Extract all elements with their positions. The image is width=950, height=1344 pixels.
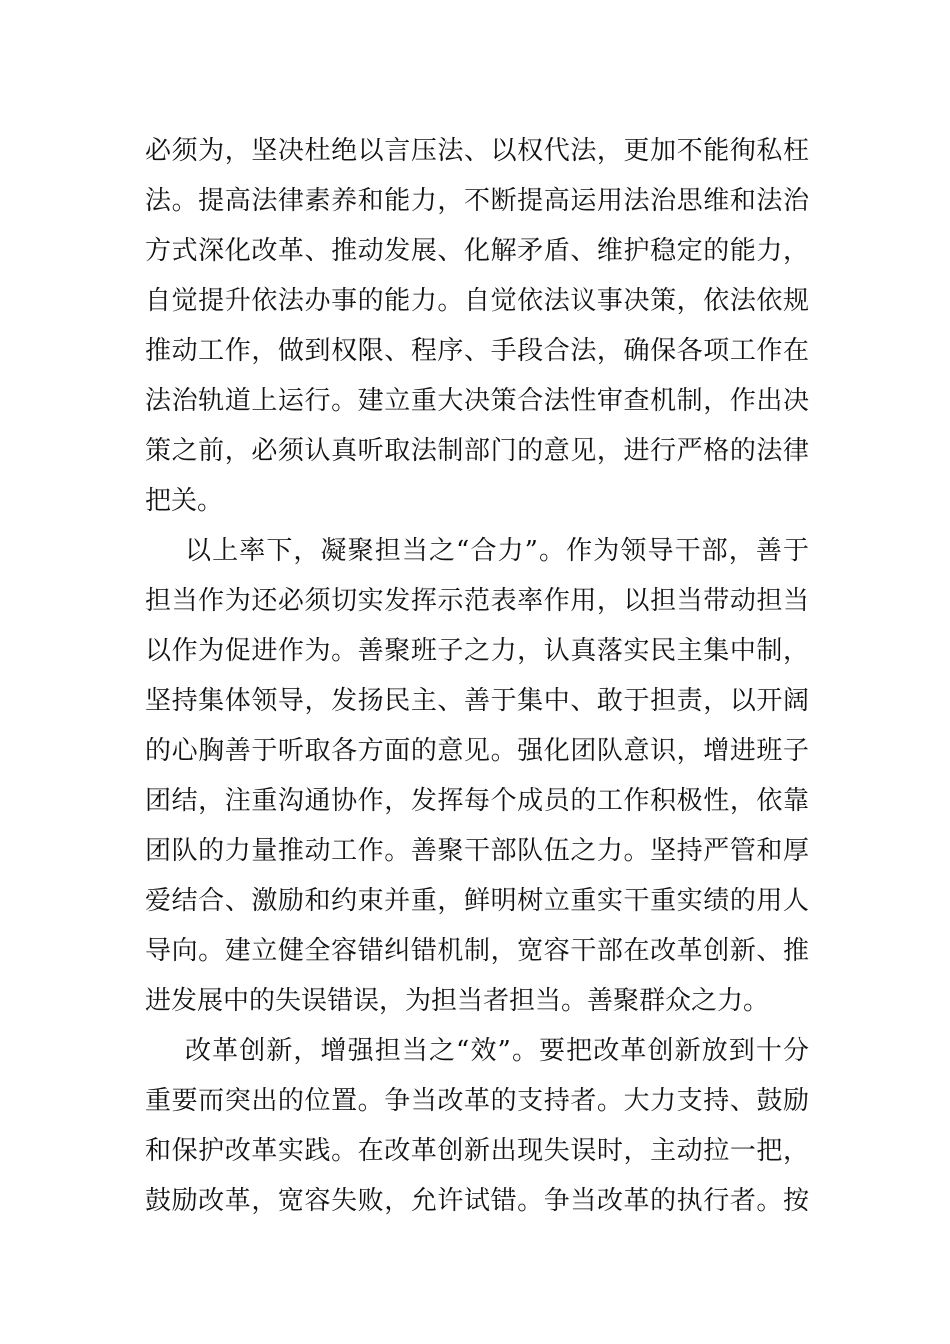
- paragraph-3: [145, 1026, 809, 1226]
- document-body: [145, 126, 809, 1226]
- text-line: 导向。建立健全容错纠错机制，宽容干部在改革创新、推: [145, 936, 809, 966]
- text-line: 和保护改革实践。在改革创新出现失误时，主动拉一把，: [145, 1136, 809, 1166]
- text-line: 团队的力量推动工作。善聚干部队伍之力。坚持严管和厚: [145, 836, 809, 866]
- text-line: 以上率下，凝聚担当之“合力”。作为领导干部，善于: [185, 536, 809, 566]
- text-line: 的心胸善于听取各方面的意见。强化团队意识，增进班子: [145, 736, 809, 766]
- text-line: 自觉提升依法办事的能力。自觉依法议事决策，依法依规: [145, 286, 809, 316]
- paragraph-2: [145, 526, 809, 1026]
- text-line: 方式深化改革、推动发展、化解矛盾、维护稳定的能力，: [145, 236, 809, 266]
- paragraph-1: [145, 126, 809, 526]
- text-line: 担当作为还必须切实发挥示范表率作用，以担当带动担当: [145, 586, 809, 616]
- text-line: 团结，注重沟通协作，发挥每个成员的工作积极性，依靠: [145, 786, 809, 816]
- text-line: 推动工作，做到权限、程序、手段合法，确保各项工作在: [145, 336, 809, 366]
- text-line: 坚持集体领导，发扬民主、善于集中、敢于担责，以开阔: [145, 686, 809, 716]
- text-line: 进发展中的失误错误，为担当者担当。善聚群众之力。: [145, 986, 770, 1016]
- text-line: 改革创新，增强担当之“效”。要把改革创新放到十分: [185, 1036, 809, 1066]
- text-line: 把关。: [145, 486, 224, 516]
- text-line: 以作为促进作为。善聚班子之力，认真落实民主集中制，: [145, 636, 809, 666]
- text-line: 鼓励改革，宽容失败，允许试错。争当改革的执行者。按: [145, 1186, 809, 1216]
- text-line: 策之前，必须认真听取法制部门的意见，进行严格的法律: [145, 436, 809, 466]
- text-line: 法治轨道上运行。建立重大决策合法性审查机制，作出决: [145, 386, 809, 416]
- text-line: 重要而突出的位置。争当改革的支持者。大力支持、鼓励: [145, 1086, 809, 1116]
- text-line: 必须为，坚决杜绝以言压法、以权代法，更加不能徇私枉: [145, 136, 809, 166]
- text-line: 法。提高法律素养和能力，不断提高运用法治思维和法治: [145, 186, 809, 216]
- text-line: 爱结合、激励和约束并重，鲜明树立重实干重实绩的用人: [145, 886, 809, 916]
